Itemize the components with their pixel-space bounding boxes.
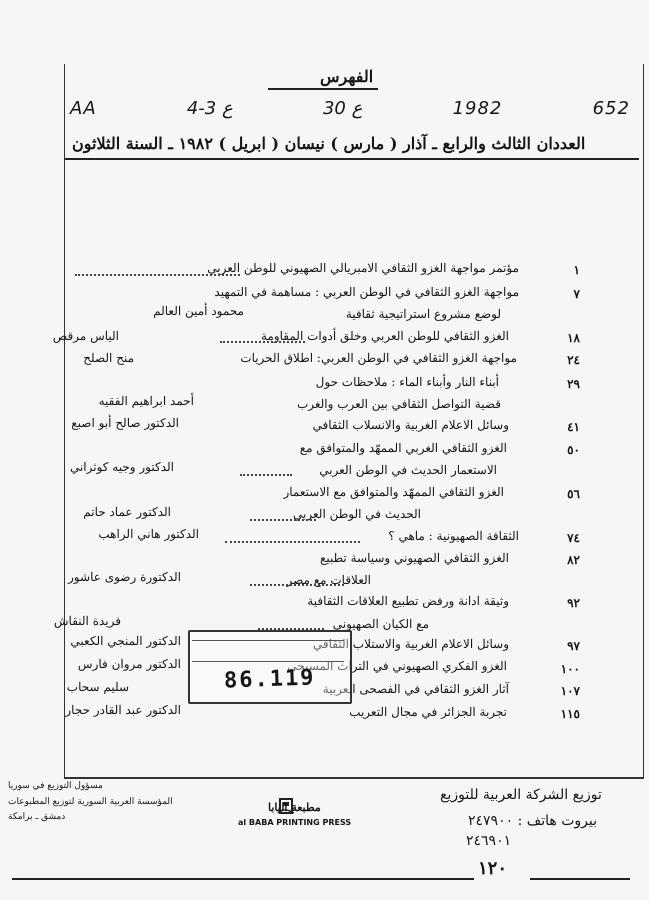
handwritten-ref-part: AA — [70, 98, 97, 119]
toc-page-number: ١ — [573, 263, 580, 277]
issue-rule — [65, 158, 639, 160]
toc-author: الدكتور وجيه كوثراني — [69, 460, 174, 474]
distribution-phone: بيروت هاتف : ٢٤٧٩٠٠ — [468, 813, 598, 829]
toc-bottom-rule — [64, 777, 644, 779]
page-rule — [12, 878, 474, 880]
printer-name-arabic: مطبعة البابا — [268, 801, 321, 814]
handwritten-reference — [70, 98, 630, 119]
toc-title: الغزو الثقافي الغربي الممهّد والمتوافق مع — [299, 441, 507, 455]
stamp-lines — [192, 640, 344, 662]
syria-distributor-line: مسؤول التوزيع في سوريا — [8, 781, 103, 791]
handwritten-ref-part: 652 — [592, 98, 630, 119]
toc-title: الغزو الفكري الصهيوني في التراث المسيحي — [287, 659, 507, 673]
toc-title: قضية التواصل الثقافي بين العرب والغرب — [296, 397, 501, 411]
stamp-number: 86.119 — [223, 665, 316, 694]
toc-title: العلاقات مع مصر — [286, 573, 371, 587]
toc-title: وسائل الاعلام الغربية والاستلاب الثقافي — [312, 637, 509, 651]
toc-page-number: ٧٤ — [567, 531, 580, 545]
toc-title: مع الكيان الصهيوني — [332, 617, 429, 631]
toc-author: الدكتور صالح أبو اصبع — [71, 416, 179, 430]
toc-author: الياس مرقص — [52, 329, 119, 343]
dot-leader — [220, 331, 305, 343]
toc-author: منح الصلح — [83, 351, 134, 365]
toc-page-number: ٧ — [573, 287, 580, 301]
toc-page-number: ١٠٧ — [560, 684, 580, 698]
toc-page-number: ٩٧ — [567, 639, 580, 653]
dot-leader — [240, 464, 292, 476]
dot-leader — [75, 264, 240, 276]
toc-title: الاستعمار الحديث في الوطن العربي — [319, 463, 497, 477]
handwritten-ref-part: 1982 — [452, 98, 503, 119]
distribution-org: توزيع الشركة العربية للتوزيع — [440, 787, 602, 803]
page-number: ١٢٠ — [478, 858, 508, 879]
dot-leader — [250, 574, 344, 586]
toc-author: الدكتورة رضوى عاشور — [68, 570, 181, 584]
toc-author: سليم سحاب — [66, 680, 129, 694]
dot-leader — [250, 509, 316, 521]
dot-leader — [225, 531, 360, 543]
toc-title: لوضع مشروع استراتيجية ثقافية — [345, 307, 501, 321]
toc-page-number: ٨٢ — [567, 553, 580, 567]
handwritten-ref-part: 4-3 ع — [186, 98, 233, 119]
toc-title: الثقافة الصهيونية : ماهي ؟ — [388, 529, 519, 543]
handwritten-ref-part: 30 ع — [322, 98, 363, 119]
issue-line: العددان الثالث والرابع ـ آذار ( مارس ) نيسان ( ابريل ) ١٩٨٢ ـ السنة الثلاثون — [72, 134, 586, 153]
toc-author: الدكتور مروان فارس — [77, 657, 181, 671]
toc-title: مؤتمر مواجهة الغزو الثقافي الامبريالي الصهيوني للوطن العربي — [207, 261, 519, 275]
toc-author: الدكتور عبد القادر حجار — [65, 703, 181, 717]
toc-title: وثيقة ادانة ورفض تطبيع العلاقات الثقافية — [307, 594, 509, 608]
syria-distributor-line: دمشق ـ برامكة — [8, 812, 66, 822]
toc-page-number: ٢٩ — [567, 377, 580, 391]
title-underline — [268, 88, 378, 90]
toc-page-number: ١١٥ — [560, 707, 580, 721]
toc-author: الدكتور هاني الراهب — [98, 527, 199, 541]
toc-title: الحديث في الوطن العربي — [293, 507, 421, 521]
toc-title: الغزو الثقافي الممهّد والمتوافق مع الاستعمار — [283, 485, 504, 499]
toc-author: الدكتور عماد حاتم — [83, 505, 171, 519]
toc-page-number: ٥٠ — [567, 443, 580, 457]
toc-title: تجربة الجزائر في مجال التعريب — [349, 705, 507, 719]
toc-author: الدكتور المنجي الكعبي — [70, 634, 181, 648]
syria-distributor-line: المؤسسة العربية السورية لتوزيع المطبوعات — [8, 797, 173, 807]
toc-page-number: ٥٦ — [567, 487, 580, 501]
toc-title: أبناء النار وأبناء الماء : ملاحظات حول — [315, 375, 499, 389]
toc-title: الغزو الثقافي للوطن العربي وخلق أدوات المقاومة — [260, 329, 509, 343]
toc-page-number: ٩٢ — [567, 596, 580, 610]
page-rule — [530, 878, 630, 880]
toc-author: أحمد ابراهيم الفقيه — [98, 394, 194, 408]
toc-title: وسائل الاعلام الغربية والانسلاب الثقافي — [312, 418, 509, 432]
dot-leader — [258, 618, 324, 630]
toc-author: محمود أمين العالم — [153, 304, 244, 318]
toc-page-number: ١٠٠ — [560, 662, 580, 676]
distribution-phone2: ٢٤٦٩٠١ — [466, 833, 512, 849]
printer-name-english: al BABA PRINTING PRESS — [238, 818, 352, 827]
toc-page-number: ١٨ — [567, 331, 580, 345]
toc-page-number: ٤١ — [567, 420, 580, 434]
toc-page-number: ٢٤ — [567, 353, 580, 367]
page-title: الفهرس — [320, 67, 374, 86]
toc-title: الغزو الثقافي الصهيوني وسياسة تطبيع — [319, 551, 509, 565]
toc-title: مواجهة الغزو الثقافي في الوطن العربي: اطلاق الحريات — [240, 351, 517, 365]
toc-author: فريدة النقاش — [53, 614, 121, 628]
toc-title: مواجهة الغزو الثقافي في الوطن العربي : مساهمة في التمهيد — [214, 285, 519, 299]
toc-title: آثار الغزو الثقافي في الفصحى العربية — [322, 682, 509, 696]
